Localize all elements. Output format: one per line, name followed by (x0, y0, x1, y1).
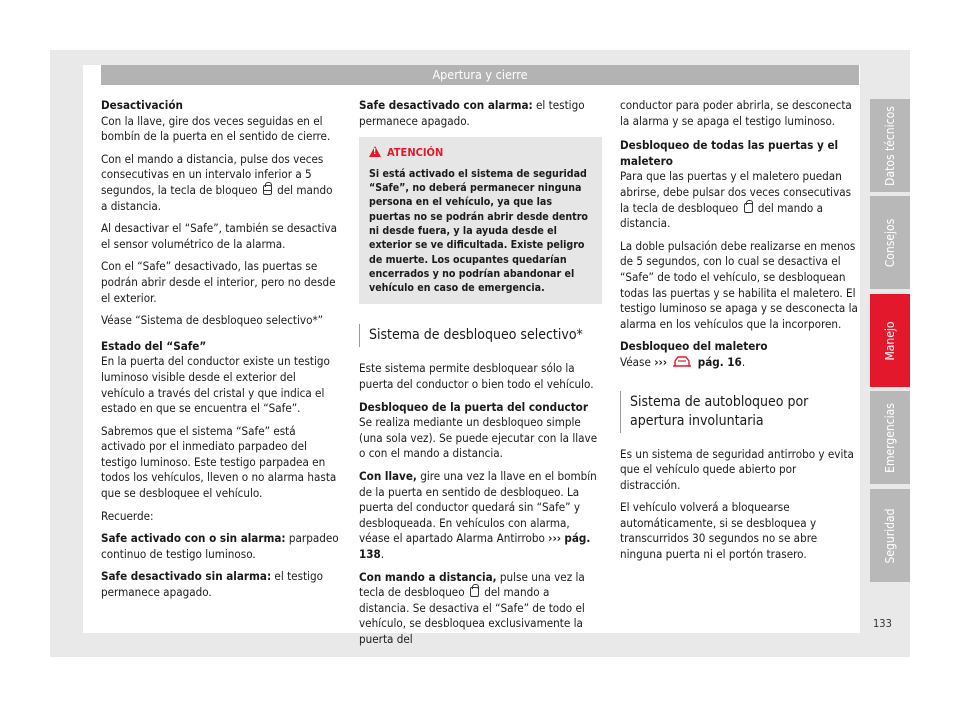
car-rear-icon (672, 355, 692, 368)
paragraph: Sabremos que el sistema “Safe” está activado por el inmediato parpadeo del testigo luminoso. Este testigo parpadea en todos los vehículos, lleven o no alarma hasta que se desbloquee el vehículo. (101, 423, 337, 501)
reference-arrow-icon: ››› (654, 354, 668, 369)
warning-box (359, 137, 602, 304)
warning-header: !ATENCIÓN (369, 145, 592, 161)
column-3 (620, 98, 860, 570)
unlock-icon (470, 587, 479, 597)
paragraph: Safe activado con o sin alarma: parpadeo continuo de testigo luminoso. (101, 531, 339, 561)
paragraph: Para que las puertas y el maletero puedan abrirse, debe pulsar dos veces consecutivas la tecla de desbloqueo del mando a distancia. (620, 169, 852, 231)
tab-consejos[interactable]: Consejos (870, 196, 910, 289)
page-reference-link[interactable]: pág. 16 (697, 354, 742, 369)
paragraph: Véase ››› pág. 16. (620, 354, 746, 369)
paragraph: Safe desactivado sin alarma: el testigo permanece apagado. (101, 569, 323, 600)
column-2 (359, 98, 602, 655)
paragraph: Con el mando a distancia, pulse dos veces consecutivas en un intervalo inferior a 5 segundos, la tecla de bloqueo del mando a distancia. (101, 151, 333, 213)
heading-estado: Estado del “Safe” (101, 338, 207, 353)
paragraph: En la puerta del conductor existe un testigo luminoso visible desde el exterior del vehículo a través del cristal y que indica el estado en que se encuentra el “Safe”. (101, 354, 330, 416)
paragraph: Este sistema permite desbloquear sólo la puerta del conductor o bien todo el vehículo. (359, 361, 594, 392)
paragraph: La doble pulsación debe realizarse en menos de 5 segundos, con lo cual se desactiva el “Safe” de todo el vehículo, se desbloquean todas las puertas y se habilita el maletero. El testigo luminoso se apaga y se desconecta la alarma en los vehículos que la incorporen. (620, 238, 858, 331)
section-title-autobloqueo: Sistema de autobloqueo por apertura involuntaria (620, 391, 860, 433)
page-header: Apertura y cierre (101, 65, 859, 85)
paragraph: Con llave, gire una vez la llave en el bombín de la puerta en sentido de desbloqueo. La puerta del conductor quedará sin “Safe” y desbloqueada. En vehículos con alarma, véase el apartado Alarma Antirrobo ››› pág. 138. (359, 469, 597, 561)
tab-manejo[interactable]: Manejo (870, 294, 910, 387)
tab-emergencias[interactable]: Emergencias (870, 391, 910, 484)
paragraph: Con la llave, gire dos veces seguidas en el bombín de la puerta en el sentido de cierre. (101, 113, 331, 144)
paragraph: Es un sistema de seguridad antirrobo y evita que el vehículo quede abierto por distracción. (620, 446, 854, 492)
page-number: 133 (873, 617, 892, 630)
tab-datos-tecnicos[interactable]: Datos técnicos (870, 99, 910, 192)
heading-maletero: Desbloqueo del maletero (620, 339, 768, 354)
paragraph: Con el “Safe” desactivado, las puertas se podrán abrir desde el interior, pero no desde el exterior. (101, 259, 336, 305)
page-reference-link[interactable]: pág. 138 (359, 531, 591, 561)
unlock-icon (744, 203, 753, 213)
paragraph: Se realiza mediante un desbloqueo simple (una sola vez). Se puede ejecutar con la llave o con el mando a distancia. (359, 415, 598, 461)
paragraph: Véase “Sistema de desbloqueo selectivo*” (101, 313, 324, 328)
tab-seguridad[interactable]: Seguridad (870, 489, 910, 582)
paragraph: Con mando a distancia, pulse una vez la tecla de desbloqueo del mando a distancia. Se desactiva el “Safe” de todo el vehículo, se desbloquea exclusivamente la puerta del (359, 569, 585, 646)
reference-arrow-icon: ››› (548, 531, 562, 546)
column-1 (101, 98, 341, 608)
heading-todas-puertas: Desbloqueo de todas las puertas y el maletero (620, 138, 839, 168)
heading-desactivacion: Desactivación (101, 98, 183, 112)
paragraph: Recuerde: (101, 508, 154, 523)
warning-text: Si está activado el sistema de seguridad “Safe”, no deberá permanecer ninguna persona en el vehículo, ya que las puertas no se podrán abrir desde dentro ni desde fuera, y la ayuda desde el exterior se ve dificultada. Existe peligro de muerte. Los ocupantes quedarían encerrados y no podrían abandonar el vehículo en caso de emergencia. (369, 167, 588, 295)
warning-icon (369, 146, 381, 157)
lock-icon (263, 185, 272, 195)
paragraph: Al desactivar el “Safe”, también se desactiva el sensor volumétrico de la alarma. (101, 221, 338, 251)
heading-puerta-conductor: Desbloqueo de la puerta del conductor (359, 399, 588, 414)
section-title-selectivo: Sistema de desbloqueo selectivo* (359, 324, 602, 347)
paragraph: conductor para poder abrirla, se desconecta la alarma y se apaga el testigo luminoso. (620, 98, 852, 128)
paragraph: Safe desactivado con alarma: el testigo permanece apagado. (359, 98, 585, 128)
paragraph: El vehículo volverá a bloquearse automáticamente, si se desbloquea y transcurridos 30 segundos no se abre ninguna puerta ni el portón trasero. (620, 500, 818, 562)
